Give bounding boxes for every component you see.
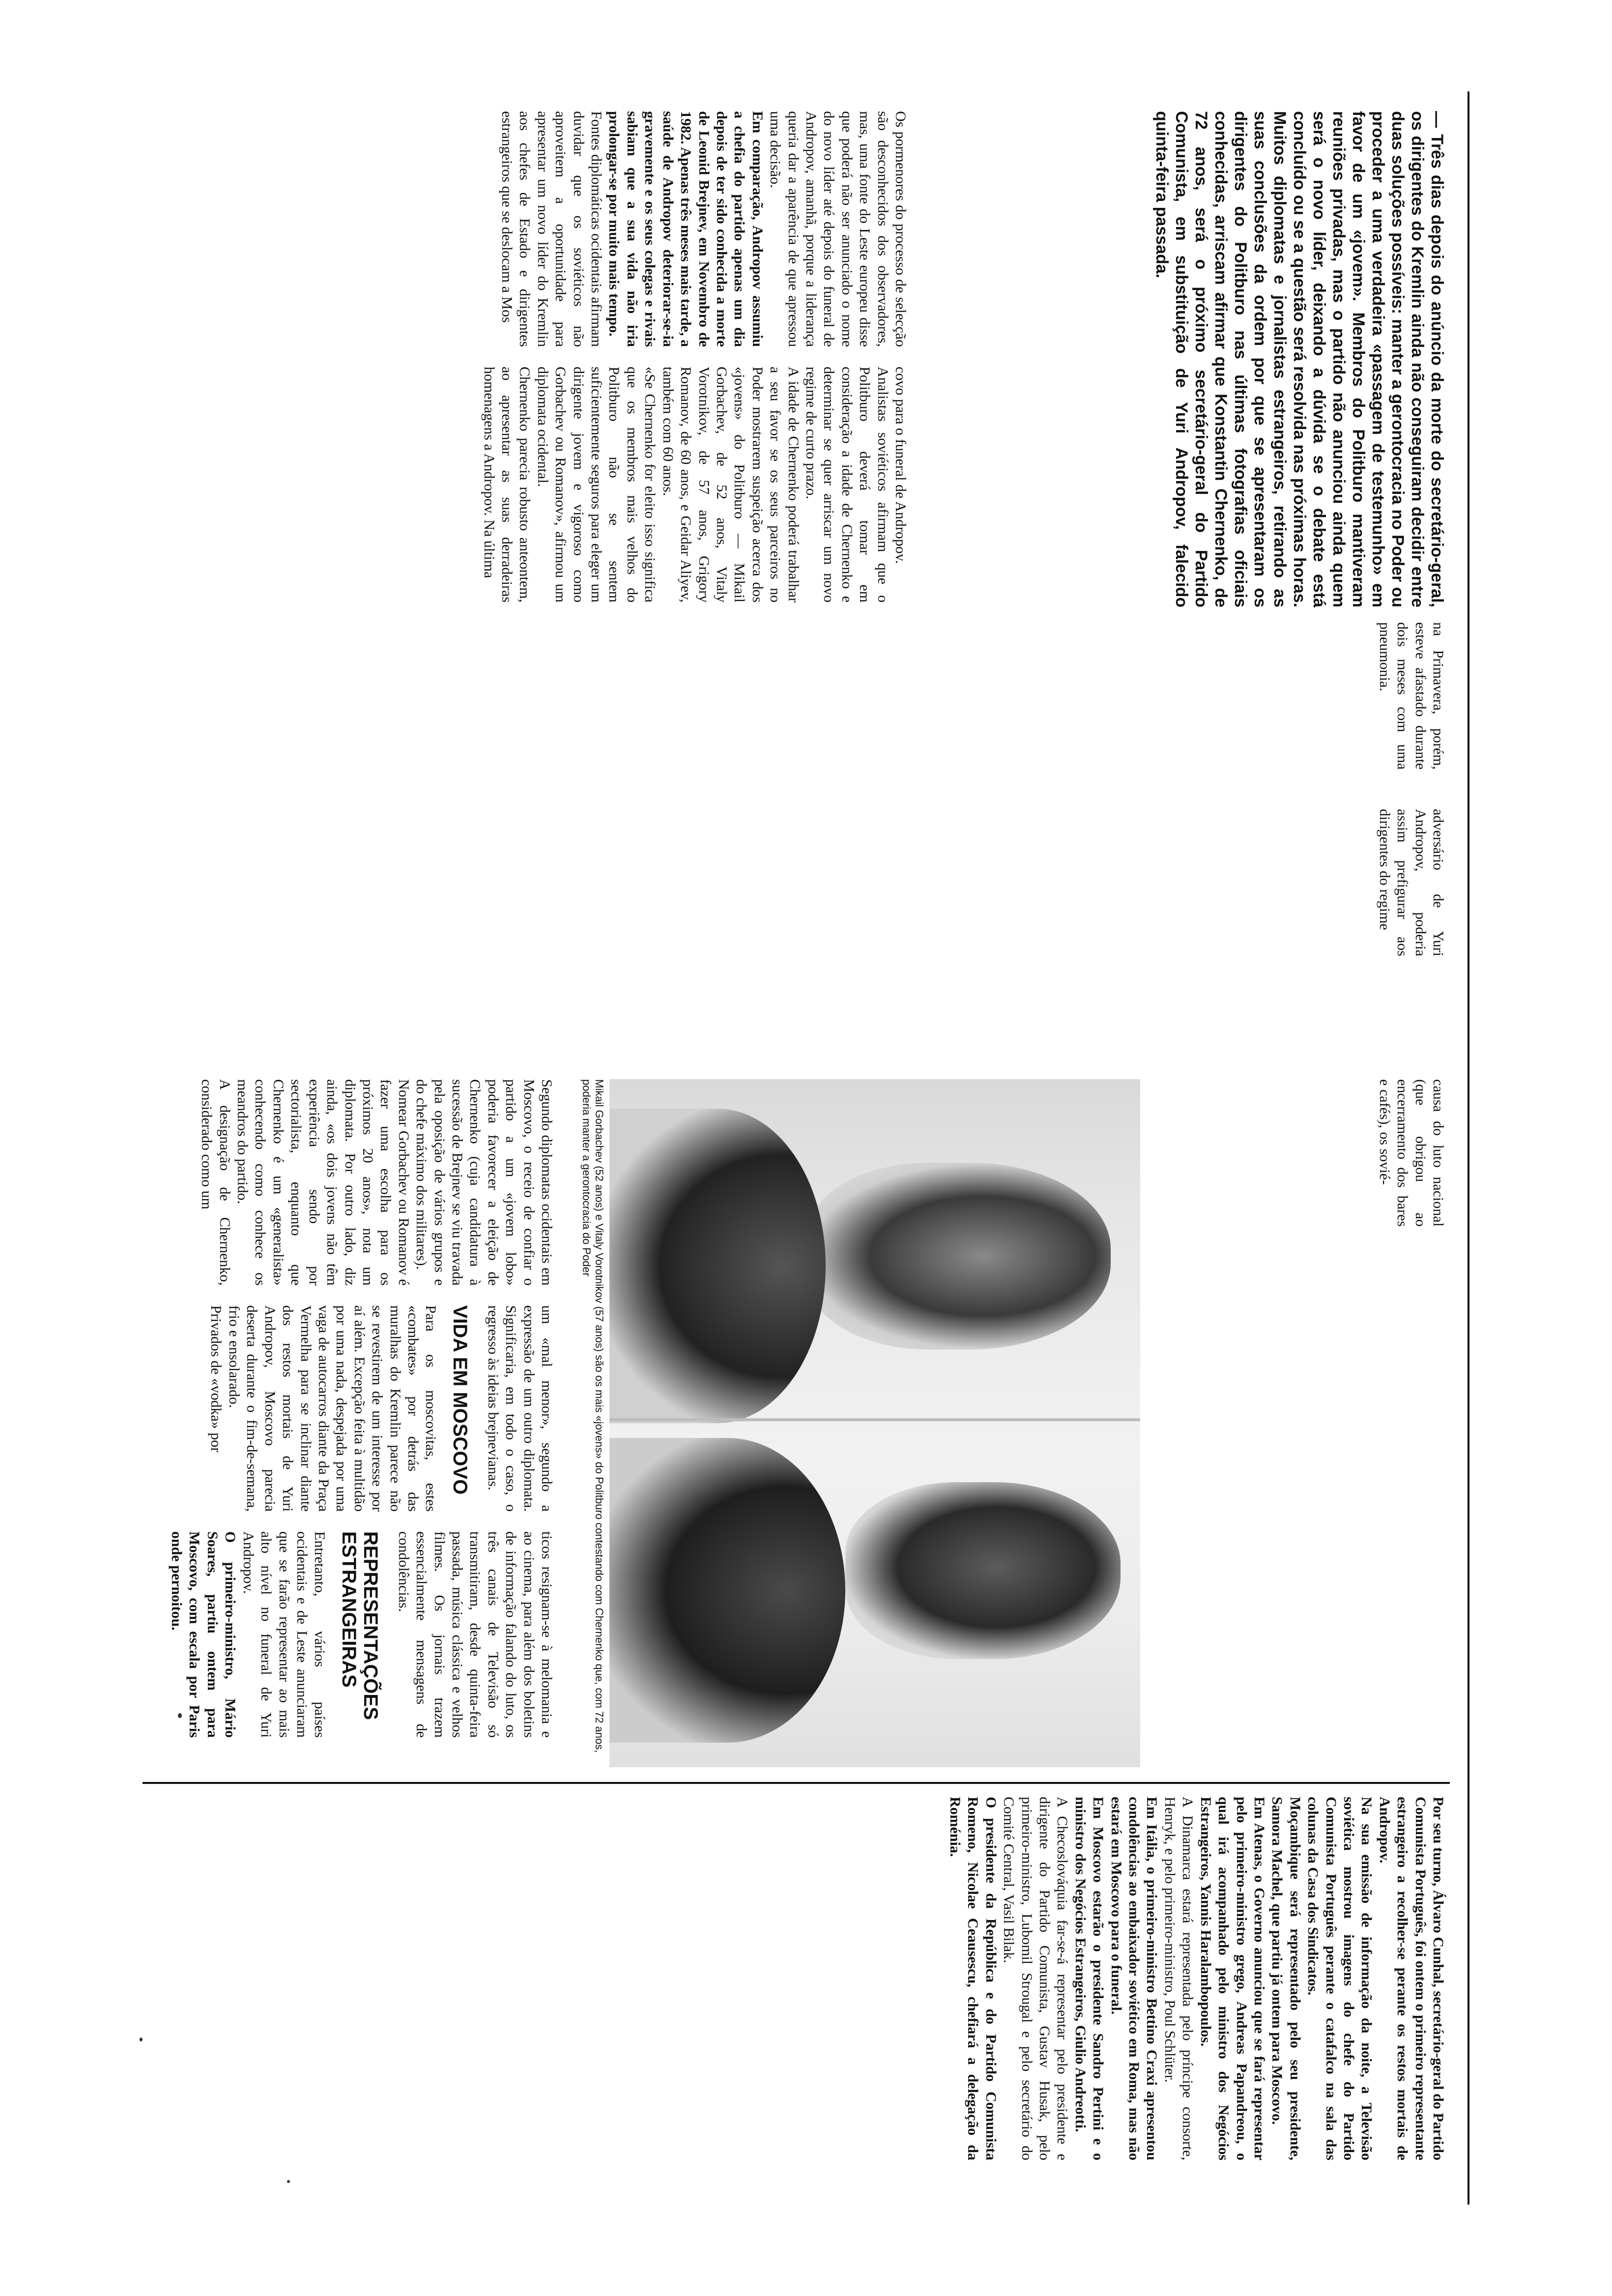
article-column-6 [198,1079,555,1286]
paragraph: O primeiro-ministro, Mário Soares, partiu ontem para Moscovo, com escala por Paris onde pernoitou. [169,1531,239,1738]
article-column-5 [1375,1079,1447,1227]
print-speck [287,2180,290,2183]
article-column-1 [498,111,909,347]
paragraph: Chernenko parecia robusto anteontem, ao apresentar as suas derradeiras homenagens a Andropov. Na última [481,367,533,603]
lead-text: — Três dias depois do anúncio da morte do secretário-geral, os dirigentes do Kremlin ainda não conseguiram decidir entre duas soluções possíveis: manter a gerontocracia no Poder ou proceder a uma verdadeira «passagem de testemunho» em favor de um «jovem». Membros do Politburo mantiveram reuniões privadas, mas o partido não anunciou ainda quem será o novo líder, deixando a dúvida se o debate está concluído ou se a questão será resolvida nas próximas horas. Muitos diplomatas e jornalistas estrangeiros, retirando as suas conclusões da ordem por que se apresentaram os dirigentes do Politburo nas últimas fotografias oficiais conhecidas, arriscam afirmar que Konstantin Chernenko, de 72 anos, será o próximo secretário-geral do Partido Comunista, em substituição de Yuri Andropov, falecido quinta-feira passada. [1152,111,1446,607]
paragraph: A idade de Chernenko poderá trabalhar a seu favor se os seus parceiros no Poder mostrarem suspeição acerca dos «jovens» do Politburo — Mikail Gorbachev, de 52 anos, Vitaly Vorotnikov, de 57 anos, Grigory Romanov, de 60 anos, e Geidar Aliyev, também com 60 anos. [660,367,802,603]
article-column-8 [168,1531,555,1738]
portrait-gorbachev [806,1163,1111,1349]
paragraph: A designação de Chernenko, considerado como um [199,1079,233,1286]
paragraph: ticos resignam-se à melomania e ao cinema, para além dos boletins de informação falando do luto, os três canais de Televisão só transmitiram, desde quinta-feira passada, música clássica e velhos filmes. Os jornais trazem essencialmente mensagens de condolências. [395,1531,555,1738]
paragraph: Em Itália, o primeiro-ministro Bettino Craxi apresentou condolências ao embaixador soviético em Roma, mas não estará em Moscovo para o funeral. [1108,1797,1160,2160]
paragraph: Nomear Gorbachev ou Romanov é fazer uma escolha para os próximos 20 anos», nota um diplomata. Por outro lado, diz ainda, «os dois jovens não têm experiência sendo por sectorialista, enquanto que Chernenko é um «generalista» conhecendo como conhece os meandros do partido. [234,1079,412,1286]
paragraph: Os pormenores do processo de selecção são desconhecidos dos observadores, mas, uma fonte do Leste europeu disse que poderá não ser anunciado o nome do novo líder até depois do funeral de Andropov, amanhã, porque a liderança queria dar a aparência de que apressou uma decisão. [767,111,909,347]
column-rule [143,1782,1450,1784]
article-column-2 [480,367,909,603]
paragraph: Analistas soviéticos afirmam que o Politburo deverá tomar em consideração a idade de Chernenko e determinar se quer arriscar um novo regime de curto prazo. [803,367,891,603]
section-heading-representacoes: REPRESENTAÇÕES ESTRANGEIRAS [338,1531,382,1720]
photo-shoulders-left [609,1109,826,1423]
paragraph: Segundo diplomatas ocidentais em Moscovo, o receio de confiar o partido a um «jovem lobo» poderia favorecer a eleição de Chernenko (cuja candidatura à sucessão de Brejnev se viu travada pela oposição de vários grupos e do chefe máximo dos militares). [413,1079,555,1286]
article-column-4 [1375,809,1447,956]
paragraph: adversário de Yuri Andropov, poderia assim prefigurar aos dirigentes do regime [1376,809,1446,956]
portrait-vorotnikov [845,1482,1121,1659]
paragraph: Moçambique será representado pelo seu presidente, Samora Machel, que partiu já ontem para Moscovo. [1269,1797,1303,2160]
paragraph: O presidente da República e do Partido Comunista Romeno, Nicolae Ceausescu, chefiará a delegação da Roménia. [947,1797,999,2160]
lead-paragraph [1152,111,1447,607]
photo-shoulders-right [609,1438,845,1743]
section-heading-vida: VIDA EM MOSCOVO [449,1305,471,1495]
paragraph: covo para o funeral de Andropov. [892,367,909,564]
newspaper-clipping [103,91,1469,2205]
paragraph: Fontes diplomáticas ocidentais afirmam duvidar que os soviéticos não aproveitem a oportunidade para apresentar um novo líder do Kremlin aos chefes de Estado e dirigentes estrangeiros que se deslocam a Mos [499,111,605,347]
article-column-3 [1375,622,1447,770]
news-photo [609,1079,1140,1767]
paragraph: Entretanto, vários países ocidentais e de Leste anunciaram que se farão representar ao mais alto nível no funeral de Yuri Andropov. [240,1531,328,1738]
top-rule [1468,91,1469,2205]
paragraph: causa do luto nacional (que obrigou ao encerramento dos bares e cafés), os sovié- [1376,1079,1446,1227]
article-column-7 [207,1305,555,1512]
paragraph: Por seu turno, Álvaro Cunhal, secretário-geral do Partido Comunista Português, foi ontem o primeiro representante estrangeiro a recolher-se perante os restos mortais de Andropov. [1376,1797,1446,2160]
paragraph: na Primavera, porém, esteve afastado durante dois meses com uma pneumonia. [1376,622,1446,770]
print-speck [140,2038,143,2041]
paragraph: um «mal menor», segundo a expressão de um outro diplomata. Significaria, em todo o caso, o regresso às ideias brejnevianas. [485,1305,555,1512]
photo-caption: Mikail Gorbachev (52 anos) e Vitaly Vorotnikov (57 anos) são os mais «jovens» do Politburo contestando com Chernenko que, com 72 anos, poderia manter a gerontocracia do Poder [580,1079,605,1753]
paragraph: Privados de «vodka» por [208,1305,225,1453]
print-speck [178,1713,182,1718]
paragraph: Em Moscovo estarão o presidente Sandro Pertini e o ministro dos Negócios Estrangeiros, Giulio Andreotti. [1072,1797,1107,2160]
paragraph: «Se Chernenko for eleito isso significa que os membros mais velhos do Politburo não se sentem suficientemente seguros para eleger um dirigente jovem e vigoroso como Gorbachev ou Romanov», afirmou um diplomata ocidental. [534,367,659,603]
photo-divider [609,1418,1140,1421]
paragraph: Em comparação, Andropov assumiu a chefia do partido apenas um dia depois de ter sido conhecida a morte de Leonid Brejnev, em Novembro de 1982. Apenas três meses mais tarde, a saúde de Andropov deteriorar-se-ia gravemente e os seus colegas e rivais sabiam que a sua vida não iria prolongar-se por muito mais tempo. [606,111,766,347]
article-column-9 [946,1797,1447,2160]
paragraph: A Dinamarca estará representada pelo príncipe consorte, Henryk, e pelo primeiro-ministro, Poul Schlüter. [1161,1797,1196,2160]
paragraph: A Checoslováquia far-se-á representar pelo presidente e dirigente do Partido Comunista, Gustav Husak, pelo primeiro-ministro, Lubomil Strougal e pelo secretário do Comité Central, Vasil Bilak. [1001,1797,1071,2160]
paragraph: Em Atenas, o Governo anunciou que se fará representar pelo primeiro-ministro grego, Andreas Papandreou, o qual irá acompanhado pelo ministro dos Negócios Estrangeiros, Yannis Haralambopoulos. [1197,1797,1267,2160]
paragraph: Na sua emissão de informação da noite, a Televisão soviética mostrou imagens do chefe do Partido Comunista Português perante o catafalco na sala das colunas da Casa dos Sindicatos. [1305,1797,1375,2160]
paragraph: Para os moscovitas, estes «combates» por detrás das muralhas do Kremlin parece não se revestirem de um interesse por aí além. Excepção feita à multidão por uma nada, despejada por uma vaga de autocarros diante da Praça Vermelha para se inclinar diante dos restos mortais de Yuri Andropov, Moscovo parecia deserta durante o fim-de-semana, frio e ensolarado. [226,1305,439,1512]
